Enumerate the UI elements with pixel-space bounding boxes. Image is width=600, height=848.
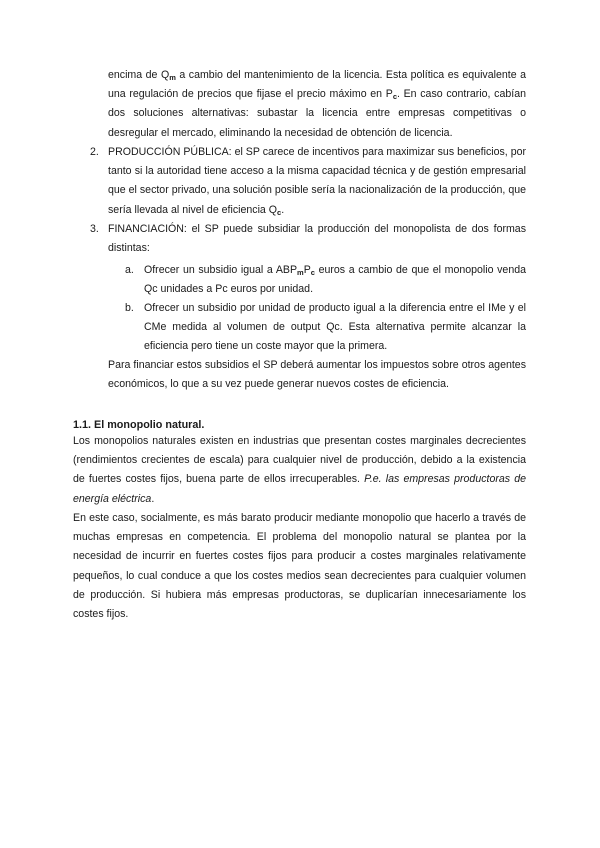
sub-item-b: Ofrecer un subsidio por unidad de producto igual a la diferencia entre el IMe y el CMe medida al volumen de output Qc. Esta alternativa permite alcanzar la eficiencia pero tiene un coste mayor que la primera. [144, 302, 526, 353]
continued-paragraph: encima de $Q_m$ a cambio del mantenimiento de la licencia. Esta política es equivalente a una regulación de precios que fijase el precio máximo en $P_c$. En caso contrario, cabían dos soluciones alternativas: subastar la licencia entre empresas competitivas o desregular el mercado, eliminando la necesidad de obtención de licencia. [108, 69, 526, 139]
section-heading: 1.1. El monopolio natural. [73, 419, 205, 431]
list-item-number: 3. [90, 223, 99, 235]
sub-item-a: Ofrecer un subsidio igual a $ABP_mP_c$ euros a cambio de que el monopolio venda Qc unidades a Pc euros por unidad. [144, 264, 527, 296]
list-item-financiacion: FINANCIACIÓN: el SP puede subsidiar la producción del monopolista de dos formas distintas: [108, 223, 526, 255]
sub-item-letter: b. [125, 302, 134, 314]
financing-closing-paragraph: Para financiar estos subsidios el SP deberá aumentar los impuestos sobre otros agentes económicos, lo que a su vez puede generar nuevos costes de eficiencia. [108, 359, 526, 391]
list-item-number: 2. [90, 146, 99, 158]
section-paragraph-1: Los monopolios naturales existen en industrias que presentan costes marginales decrecientes (rendimientos crecientes de escala) para cualquier nivel de producción, debido a la existencia de fuertes costes fijos, buena parte de ellos irrecuperables. P.e. las empresas productoras de energía eléctrica. [73, 435, 526, 505]
section-paragraph-2: En este caso, socialmente, es más barato producir mediante monopolio que hacerlo a través de muchas empresas en competencia. El problema del monopolio natural se plantea por la necesidad de incurrir en fuertes costes fijos para producir a costes marginales relativamente pequeños, lo cual conduce a que los costes medios sean decrecientes para cualquier volumen de producción. Si hubiera más empresas productoras, se duplicarían innecesariamente los costes fijos. [73, 512, 526, 621]
list-item-produccion-publica: PRODUCCIÓN PÚBLICA: el SP carece de incentivos para maximizar sus beneficios, por tanto si la autoridad tiene acceso a la misma capacidad técnica y de gestión empresarial que el sector privado, una solución posible sería la nacionalización de la producción, que sería llevada al nivel de eficiencia $Q_c$. [108, 146, 526, 217]
sub-item-letter: a. [125, 264, 134, 276]
